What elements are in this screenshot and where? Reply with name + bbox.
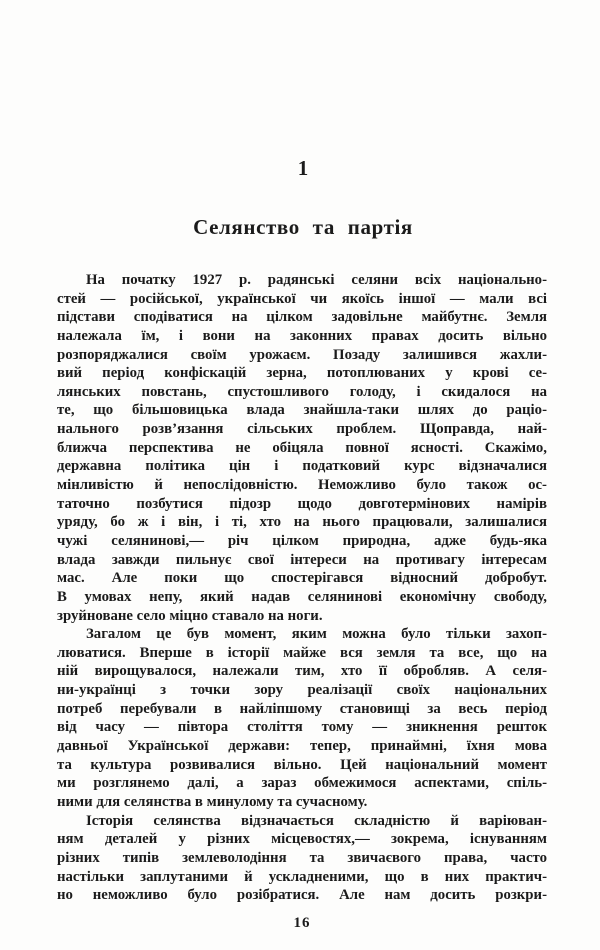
text-line: те, що більшовицька влада знайшла-таки шлях до раціо- bbox=[57, 402, 547, 419]
text-line: зруйноване село міцно ставало на ноги. bbox=[57, 607, 323, 624]
paragraph-2 bbox=[57, 625, 547, 811]
text-line: чужі селянинові,— річ цілком природна, адже будь-яка bbox=[57, 532, 547, 549]
text-line: уряду, бо ж і він, і ті, хто на нього працювали, залишалися bbox=[57, 514, 547, 531]
paragraph-1 bbox=[57, 271, 547, 625]
text-line: давньої Української держави: тепер, принаймні, їхня мова bbox=[57, 738, 547, 755]
text-line: Історія селянства відзначається складністю й варіюван- bbox=[86, 812, 547, 829]
text-line: ближча перспектива не обіцяла повної ясності. Скажімо, bbox=[57, 439, 547, 456]
paragraph-3 bbox=[57, 812, 547, 905]
text-line: мінливістю й непослідовністю. Неможливо було також ос- bbox=[57, 477, 547, 494]
text-line: В умовах непу, який надав селянинові економічну свободу, bbox=[57, 588, 547, 605]
chapter-title: Селянство та партія bbox=[193, 215, 413, 239]
text-line: Загалом це був момент, яким можна було тільки захоп- bbox=[86, 626, 547, 643]
text-line: лянських повстань, спустошливого голоду, і скидалося на bbox=[57, 383, 547, 400]
text-line: різних типів землеволодіння та звичаєвого права, часто bbox=[57, 849, 547, 866]
text-line: вий період конфіскацій зерна, потоплюваних у крові се- bbox=[57, 365, 547, 382]
text-line: люватися. Вперше в історії майже вся земля та все, що на bbox=[57, 644, 547, 661]
body-text bbox=[57, 271, 547, 905]
text-line: ними для селянства в минулому та сучасному. bbox=[57, 793, 368, 810]
text-line: потреб перебували в найліпшому становищі за весь період bbox=[57, 700, 547, 717]
text-line: ми розглянемо далі, а зараз обмежимося аспектами, спіль- bbox=[57, 775, 547, 792]
text-line: нального розв’язання сільських проблем. Щоправда, най- bbox=[57, 421, 547, 438]
text-line: но неможливо було розібратися. Але нам досить розкри- bbox=[57, 887, 547, 904]
text-line: ній вирощувалося, належали тим, хто її обробляв. А селя- bbox=[57, 663, 547, 680]
text-line: На початку 1927 р. радянські селяни всіх національно- bbox=[86, 272, 547, 288]
text-line: від часу — півтора століття тому — зникнення решток bbox=[57, 719, 547, 736]
chapter-number: 1 bbox=[297, 156, 309, 180]
text-line: стей — російської, української чи якоїсь іншої — мали всі bbox=[57, 290, 547, 307]
text-line: підстави сподіватися на цілком задовільне майбутнє. Земля bbox=[57, 309, 547, 326]
text-line: та культура розвивалися вільно. Цей національний момент bbox=[57, 756, 547, 773]
text-line: належала їм, і вони на законних правах досить вільно bbox=[57, 327, 547, 344]
text-line: ни-українці з точки зору реалізації своїх національних bbox=[57, 682, 547, 699]
text-line: настільки заплутаними й ускладненими, що в них практич- bbox=[57, 868, 547, 885]
text-line: ням деталей у різних місцевостях,— зокрема, існуванням bbox=[57, 831, 547, 848]
text-line: влада завжди пильнує свої інтереси на противагу інтересам bbox=[57, 551, 547, 568]
page-number: 16 bbox=[293, 915, 311, 931]
text-line: мас. Але поки що спостерігався відносний добробут. bbox=[57, 570, 547, 587]
text-line: розпоряджалися своїм урожаєм. Позаду залишився жахли- bbox=[57, 346, 547, 363]
text-line: таточно позбутися підозр щодо довготермінових намірів bbox=[57, 495, 547, 512]
text-line: державна політика цін і податковий курс відзначалися bbox=[57, 458, 547, 475]
